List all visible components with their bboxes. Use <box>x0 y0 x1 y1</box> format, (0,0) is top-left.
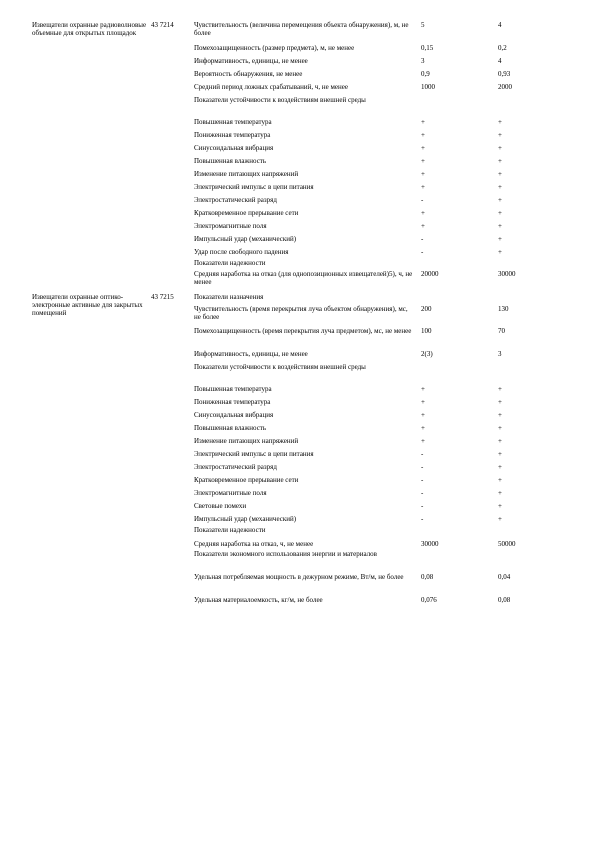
advanced-value: + <box>498 502 502 510</box>
base-value: - <box>421 502 424 510</box>
advanced-value: 0,04 <box>498 573 511 581</box>
section-heading: Показатели надежности <box>194 526 266 534</box>
param-label: Электростатический разряд <box>194 196 277 204</box>
param-label: Повышенная влажность <box>194 424 267 432</box>
advanced-value: + <box>498 118 502 126</box>
param-label: Удельная потребляемая мощность в дежурном режиме, Вт/м, не более <box>194 573 404 581</box>
advanced-value: + <box>498 476 502 484</box>
param-label: Средняя наработка на отказ, ч, не менее <box>194 540 314 548</box>
base-value: 20000 <box>421 270 439 278</box>
advanced-value: + <box>498 398 502 406</box>
base-value: - <box>421 196 424 204</box>
product-code: 43 7214 <box>151 21 174 29</box>
advanced-value: + <box>498 489 502 497</box>
base-value: 200 <box>421 305 432 313</box>
param-label: Пониженная температура <box>194 398 271 406</box>
param-label: Удар после свободного падения <box>194 248 289 256</box>
base-value: + <box>421 437 425 445</box>
base-value: - <box>421 515 424 523</box>
advanced-value: + <box>498 209 502 217</box>
section-heading: Показатели назначения <box>194 293 264 301</box>
param-label: Средняя наработка на отказ (для однопозиционных извещателей)5), ч, не менее <box>194 270 413 286</box>
base-value: - <box>421 489 424 497</box>
base-value: - <box>421 463 424 471</box>
param-label: Пониженная температура <box>194 131 271 139</box>
param-label: Чувствительность (величина перемещения объекта обнаружения), м, не более <box>194 21 409 37</box>
param-label: Импульсный удар (механический) <box>194 235 297 243</box>
advanced-value: + <box>498 463 502 471</box>
param-label: Средний период ложных срабатываний, ч, не менее <box>194 83 348 91</box>
base-value: 30000 <box>421 540 439 548</box>
advanced-value: 70 <box>498 327 505 335</box>
param-label: Кратковременное прерывание сети <box>194 209 299 217</box>
param-label: Электростатический разряд <box>194 463 277 471</box>
advanced-value: 3 <box>498 350 502 358</box>
advanced-value: 4 <box>498 57 502 65</box>
base-value: + <box>421 144 425 152</box>
base-value: + <box>421 170 425 178</box>
param-label: Повышенная влажность <box>194 157 267 165</box>
base-value: + <box>421 398 425 406</box>
advanced-value: 0,08 <box>498 596 511 604</box>
advanced-value: 30000 <box>498 270 516 278</box>
base-value: + <box>421 209 425 217</box>
base-value: 100 <box>421 327 432 335</box>
base-value: 1000 <box>421 83 435 91</box>
param-label: Электрический импульс в цепи питания <box>194 450 314 458</box>
advanced-value: + <box>498 515 502 523</box>
base-value: 3 <box>421 57 425 65</box>
advanced-value: + <box>498 170 502 178</box>
param-label: Чувствительность (время перекрытия луча объектом обнаружения), мс, не более <box>194 305 408 321</box>
param-label: Помехозащищенность (время перекрытия луча предметом), мс, не менее <box>194 327 412 335</box>
param-label: Повышенная температура <box>194 118 272 126</box>
base-value: 0,9 <box>421 70 430 78</box>
advanced-value: + <box>498 411 502 419</box>
advanced-value: + <box>498 157 502 165</box>
base-value: + <box>421 222 425 230</box>
param-label: Электромагнитные поля <box>194 222 267 230</box>
advanced-value: 2000 <box>498 83 512 91</box>
base-value: + <box>421 157 425 165</box>
advanced-value: + <box>498 424 502 432</box>
section-heading: Показатели устойчивости к воздействиям внешней среды <box>194 96 366 104</box>
base-value: - <box>421 450 424 458</box>
base-value: - <box>421 248 424 256</box>
param-label: Изменение питающих напряжений <box>194 170 299 178</box>
advanced-value: + <box>498 196 502 204</box>
advanced-value: + <box>498 131 502 139</box>
advanced-value: + <box>498 222 502 230</box>
base-value: 5 <box>421 21 425 29</box>
base-value: 0,076 <box>421 596 437 604</box>
product-code: 43 7215 <box>151 293 174 301</box>
section-heading: Показатели экономного использования энергии и материалов <box>194 550 377 558</box>
base-value: + <box>421 411 425 419</box>
param-label: Изменение питающих напряжений <box>194 437 299 445</box>
base-value: + <box>421 131 425 139</box>
advanced-value: + <box>498 183 502 191</box>
advanced-value: + <box>498 248 502 256</box>
param-label: Помехозащищенность (размер предмета), м, не менее <box>194 44 355 52</box>
advanced-value: 4 <box>498 21 502 29</box>
product-name: Извещатели охранные оптико-электронные активные для закрытых помещений <box>32 293 143 317</box>
advanced-value: 0,93 <box>498 70 511 78</box>
base-value: 0,15 <box>421 44 434 52</box>
param-label: Информативность, единицы, не менее <box>194 350 308 358</box>
base-value: + <box>421 183 425 191</box>
param-label: Информативность, единицы, не менее <box>194 57 308 65</box>
section-heading: Показатели устойчивости к воздействиям внешней среды <box>194 363 366 371</box>
advanced-value: + <box>498 437 502 445</box>
advanced-value: + <box>498 385 502 393</box>
param-label: Повышенная температура <box>194 385 272 393</box>
param-label: Импульсный удар (механический) <box>194 515 297 523</box>
base-value: - <box>421 235 424 243</box>
param-label: Синусоидальная вибрация <box>194 144 274 152</box>
section-heading: Показатели надежности <box>194 259 266 267</box>
advanced-value: 50000 <box>498 540 516 548</box>
param-label: Вероятность обнаружения, не менее <box>194 70 303 78</box>
base-value: - <box>421 476 424 484</box>
product-name: Извещатели охранные радиоволновые объемные для открытых площадок <box>32 21 147 37</box>
base-value: + <box>421 424 425 432</box>
param-label: Электромагнитные поля <box>194 489 267 497</box>
param-label: Синусоидальная вибрация <box>194 411 274 419</box>
advanced-value: + <box>498 450 502 458</box>
base-value: 0,08 <box>421 573 434 581</box>
advanced-value: 0,2 <box>498 44 507 52</box>
advanced-value: + <box>498 235 502 243</box>
param-label: Удельная материалоемкость, кг/м, не более <box>194 596 323 604</box>
base-value: + <box>421 385 425 393</box>
base-value: 2(3) <box>421 350 433 358</box>
param-label: Электрический импульс в цепи питания <box>194 183 314 191</box>
base-value: + <box>421 118 425 126</box>
param-label: Кратковременное прерывание сети <box>194 476 299 484</box>
advanced-value: + <box>498 144 502 152</box>
advanced-value: 130 <box>498 305 509 313</box>
param-label: Световые помехи <box>194 502 247 510</box>
